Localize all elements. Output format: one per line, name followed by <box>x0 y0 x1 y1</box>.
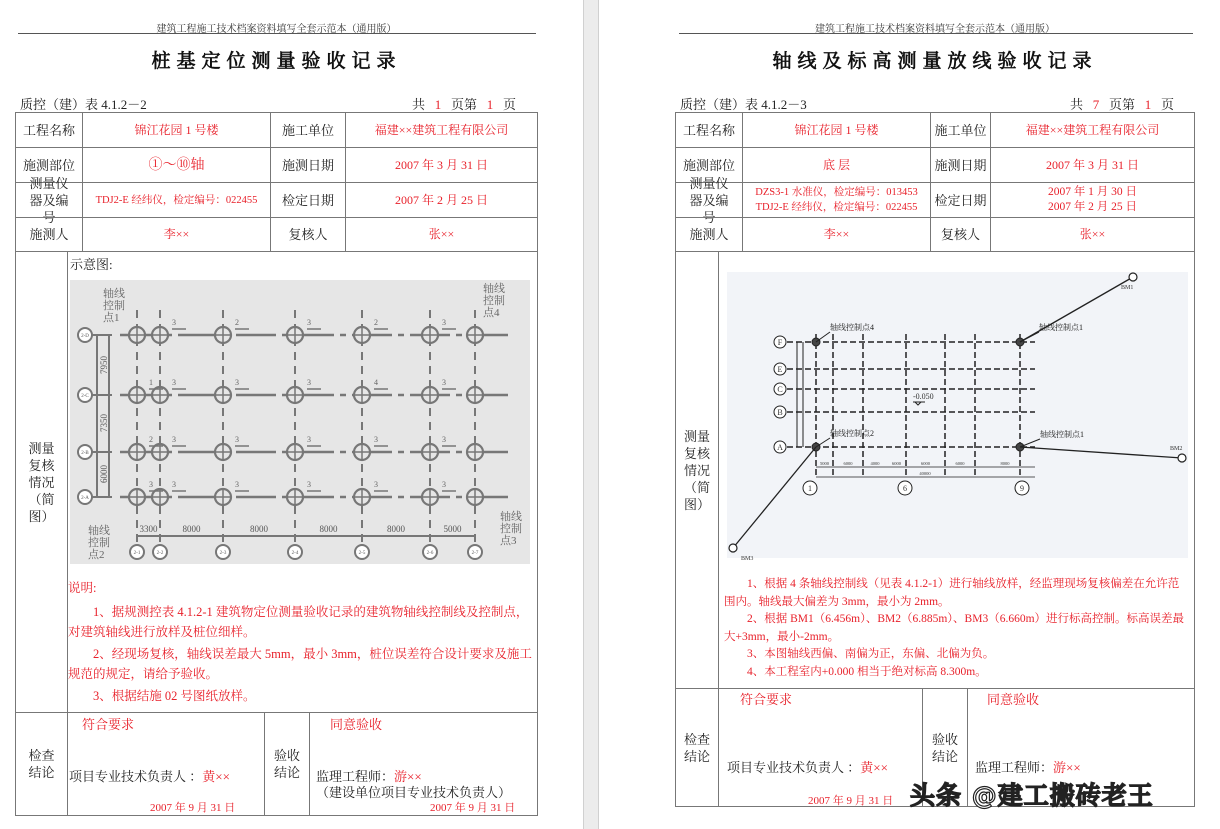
instrument-value: TDJ2-E 经纬仪，检定编号：022455 <box>82 182 271 218</box>
offset-value: 3 <box>442 435 446 444</box>
offset-value: 3 <box>374 480 378 489</box>
accept-date: 2007 年 9 月 31 日 <box>430 802 516 814</box>
book-header: 建筑工程施工技术档案资料填写全套示范本（通用版） <box>815 24 1055 35</box>
benchmark-icon <box>1178 454 1186 462</box>
column-dimension-label: 6000 <box>843 461 853 466</box>
column-dimension-label: 6000 <box>921 461 930 466</box>
benchmark-label: BM3 <box>741 556 754 562</box>
page-counter <box>412 94 516 113</box>
axis-elevation-svg <box>727 272 1188 562</box>
control-point-leader <box>816 332 830 342</box>
surveyor-value: 李×× <box>82 217 271 252</box>
signer-label: 监理工程师： <box>316 769 395 784</box>
check-label: 检查结论 <box>15 712 68 816</box>
offset-value: 3 <box>307 318 311 327</box>
offset-value: 3 <box>172 480 176 489</box>
note-3: 3、本图轴线西偏、南偏为正，东偏、北偏为负。 <box>747 648 995 660</box>
column-axis-label: 2-2 <box>156 551 164 556</box>
offset-value: 3 <box>172 378 176 387</box>
pile-layout-diagram <box>70 280 530 564</box>
page-counter <box>1070 94 1174 113</box>
row-axis-label: B <box>777 408 783 417</box>
accept-signer <box>975 757 1081 776</box>
column-axis-label: 2-5 <box>358 551 366 556</box>
column-axis-label: 2-7 <box>471 551 479 556</box>
row-axis-label: 2-C <box>81 394 89 399</box>
accept-signer-note: （建设单位项目专业技术负责人） <box>316 785 512 800</box>
location-value: ①～⑩轴 <box>82 147 271 183</box>
column-dimension-label: 6000 <box>892 461 901 466</box>
surveyor-label: 施测人 <box>675 217 743 252</box>
column-dimension-label: 5000 <box>443 524 462 534</box>
note-1: 1、据规测控表 4.1.2-1 建筑物定位测量验收记录的建筑物轴线控制线及控制点，对建筑轴线进行放样及桩位细样。 <box>68 605 529 639</box>
pager-label: 页第 <box>1109 97 1136 112</box>
notes <box>724 576 1190 681</box>
accept-result: 同意验收 <box>330 717 383 732</box>
watermark: 头条 @建工搬砖老王 <box>910 781 1154 810</box>
offset-value: 3 <box>374 435 378 444</box>
column-dimension-label: 4000 <box>870 461 880 466</box>
benchmark-label: BM2 <box>1170 446 1183 452</box>
benchmark-line <box>1020 447 1182 458</box>
offset-value: 3 <box>235 378 239 387</box>
column-axis-label: 2-6 <box>426 551 434 556</box>
survey-date-value: 2007 年 3 月 31 日 <box>345 147 538 183</box>
check-date: 2007 年 9 月 31 日 <box>150 802 236 814</box>
reviewer-value: 张×× <box>990 217 1195 252</box>
control-point-label: 轴线控制点2 <box>830 429 874 438</box>
column-dimension-label: 3300 <box>139 524 158 534</box>
row-dimension-label: 7950 <box>99 356 109 374</box>
calib-date-label: 检定日期 <box>930 182 991 218</box>
column-dimension-label: 8000 <box>1000 461 1010 466</box>
page-title: 轴线及标高测量放线验收记录 <box>772 50 1098 72</box>
row-dimension-label: 7350 <box>99 414 109 432</box>
pager-page: 1 <box>486 97 494 112</box>
contractor-label: 施工单位 <box>930 112 991 148</box>
control-point-leader <box>1020 439 1040 447</box>
row-axis-label: E <box>777 365 783 374</box>
column-dimension-label: 8000 <box>182 524 201 534</box>
control-point-label: 轴线控制点1 <box>1039 323 1083 332</box>
reviewer-value: 张×× <box>345 217 538 252</box>
location-label: 施测部位 <box>15 147 83 183</box>
control-point-2-label: 轴线控制点2 <box>88 525 110 561</box>
page-title: 桩基定位测量验收记录 <box>151 50 402 72</box>
check-signer <box>727 757 888 776</box>
offset-value: 2 <box>374 318 378 327</box>
benchmark-icon <box>1129 273 1137 281</box>
project-name-label: 工程名称 <box>675 112 743 148</box>
note-2: 2、经现场复核，轴线误差最大 5mm，最小 3mm，桩位误差符合设计要求及施工规范的规定，请给予验收。 <box>68 647 532 681</box>
instrument-label: 测量仪器及编号 <box>675 182 743 218</box>
signer-label: 项目专业技术负责人 ： <box>727 760 861 775</box>
calib-date-1: 2007 年 1 月 30 日 <box>1047 186 1138 198</box>
pager-total: 7 <box>1092 97 1100 112</box>
body-label: 测量复核情况（简图） <box>675 251 719 689</box>
instrument-1: DZS3-1 水准仪，检定编号：013453 <box>755 187 918 198</box>
note-1: 1、根据 4 条轴线控制线（见表 4.1.2-1）进行轴线放样，经监理现场复核偏差在允许范围内。轴线最大偏差为 3mm，最小为 2mm。 <box>724 578 1180 608</box>
reviewer-label: 复核人 <box>930 217 991 252</box>
pager-label: 页 <box>503 97 517 112</box>
note-4: 4、本工程室内+0.000 相当于绝对标高 8.300m。 <box>747 665 987 678</box>
instrument-label: 测量仪器及编号 <box>15 182 83 218</box>
column-dimension-label: 5000 <box>820 461 829 466</box>
offset-value: 3 <box>442 318 446 327</box>
calib-date-value <box>990 182 1195 218</box>
row-axis-label: 2-A <box>81 496 89 501</box>
surveyor-value: 李×× <box>742 217 931 252</box>
note-3: 3、根据结施 02 号图纸放样。 <box>93 689 256 703</box>
benchmark-line <box>733 447 816 548</box>
location-value: 底 层 <box>742 147 931 183</box>
project-name-label: 工程名称 <box>15 112 83 148</box>
instrument-2: TDJ2-E 经纬仪，检定编号：022455 <box>755 202 918 213</box>
signer-label: 项目专业技术负责人 ： <box>69 769 203 784</box>
surveyor-label: 施测人 <box>15 217 83 252</box>
check-result: 符合要求 <box>740 692 793 707</box>
survey-date-label: 施测日期 <box>930 147 991 183</box>
location-label: 施测部位 <box>675 147 743 183</box>
offset-value: 3 <box>235 480 239 489</box>
benchmark-icon <box>729 544 737 552</box>
form-number: 质控（建）表 4.1.2－2 <box>20 97 147 112</box>
row-axis-label: 2-D <box>81 334 89 339</box>
row-axis-label: 2-B <box>81 451 89 456</box>
control-point-4-label: 轴线控制点4 <box>483 283 505 319</box>
offset-value: 3 <box>442 378 446 387</box>
benchmark-line <box>1020 277 1133 342</box>
project-name-value: 锦江花园 1 号楼 <box>742 112 931 148</box>
note-2: 2、根据 BM1（6.456m）、BM2（6.885m）、BM3（6.660m）进行标高控制。标高误差最大+3mm，最小-2mm。 <box>724 613 1185 643</box>
survey-date-value: 2007 年 3 月 31 日 <box>990 147 1195 183</box>
survey-date-label: 施测日期 <box>270 147 346 183</box>
column-dimension-label: 8000 <box>250 524 268 534</box>
offset-value: 4 <box>374 378 378 387</box>
pager-total: 1 <box>434 97 442 112</box>
row-dimension-label: 6000 <box>99 465 109 483</box>
pager-page: 1 <box>1144 97 1152 112</box>
calib-date-2: 2007 年 2 月 25 日 <box>1047 201 1138 213</box>
pager-label: 页 <box>1161 97 1175 112</box>
control-point-leader <box>816 438 830 447</box>
signer-name: 游×× <box>394 769 422 784</box>
benchmark-label: BM1 <box>1121 285 1134 291</box>
pager-label: 共 <box>1070 97 1084 112</box>
check-date: 2007 年 9 月 31 日 <box>808 795 894 807</box>
offset-value: 3 <box>307 435 311 444</box>
offset-value: 3 <box>172 318 176 327</box>
check-result: 符合要求 <box>82 717 135 732</box>
offset-value: 3 <box>235 435 239 444</box>
row-axis-label: C <box>777 385 783 394</box>
axis-elevation-diagram <box>727 272 1188 562</box>
reviewer-label: 复核人 <box>270 217 346 252</box>
column-axis-label: 2-1 <box>133 551 141 556</box>
check-label: 检查结论 <box>675 688 719 807</box>
calib-date-value: 2007 年 2 月 25 日 <box>345 182 538 218</box>
elevation-triangle-icon <box>913 402 925 405</box>
column-dimension-label: 6000 <box>955 461 965 466</box>
row-axis-label: F <box>777 338 783 347</box>
pile-layout-svg <box>70 280 530 564</box>
accept-result: 同意验收 <box>987 692 1040 707</box>
offset-value: 1 <box>149 378 153 387</box>
control-point-label: 轴线控制点1 <box>1040 430 1084 439</box>
offset-value: 3 <box>442 480 446 489</box>
elevation-mark: -0.050 <box>913 392 934 401</box>
check-signer <box>69 766 230 785</box>
contractor-value: 福建××建筑工程有限公司 <box>990 112 1195 148</box>
notes <box>68 578 533 706</box>
column-axis-label: 9 <box>1020 484 1024 493</box>
control-point-label: 轴线控制点4 <box>830 323 874 332</box>
signer-label: 监理工程师： <box>975 760 1054 775</box>
offset-value: 2 <box>235 318 239 327</box>
book-header: 建筑工程施工技术档案资料填写全套示范本（通用版） <box>156 24 397 35</box>
pager-label: 页第 <box>451 97 478 112</box>
signer-name: 黄×× <box>202 769 230 784</box>
column-axis-label: 2-4 <box>291 551 299 556</box>
pager-label: 共 <box>412 97 426 112</box>
body-label: 测量复核情况（简图） <box>15 251 68 713</box>
offset-value: 3 <box>149 480 153 489</box>
header-rule <box>18 33 536 34</box>
control-point-3-label: 轴线控制点3 <box>500 511 522 547</box>
column-axis-label: 6 <box>903 484 907 493</box>
form-number: 质控（建）表 4.1.2－3 <box>680 97 807 112</box>
header-rule <box>679 33 1193 34</box>
accept-label: 验收结论 <box>264 712 310 816</box>
column-axis-label: 1 <box>808 484 812 493</box>
instrument-value <box>742 182 931 218</box>
column-dimension-label: 8000 <box>319 524 338 534</box>
column-axis-label: 2-3 <box>219 551 227 556</box>
signer-name: 游×× <box>1053 760 1081 775</box>
page-gap <box>583 0 599 829</box>
sketch-label: 示意图: <box>70 257 113 272</box>
notes-title: 说明: <box>68 581 97 595</box>
offset-value: 2 <box>149 435 153 444</box>
total-dimension-label: 40000 <box>919 471 931 476</box>
column-dimension-label: 8000 <box>387 524 405 534</box>
project-name-value: 锦江花园 1 号楼 <box>82 112 271 148</box>
offset-value: 3 <box>307 480 311 489</box>
control-point-1-label: 轴线控制点1 <box>103 288 125 324</box>
offset-value: 3 <box>172 435 176 444</box>
offset-value: 3 <box>307 378 311 387</box>
accept-label: 验收结论 <box>922 688 968 807</box>
row-axis-label: A <box>777 443 783 452</box>
contractor-label: 施工单位 <box>270 112 346 148</box>
calib-date-label: 检定日期 <box>270 182 346 218</box>
signer-name: 黄×× <box>860 760 888 775</box>
contractor-value: 福建××建筑工程有限公司 <box>345 112 538 148</box>
